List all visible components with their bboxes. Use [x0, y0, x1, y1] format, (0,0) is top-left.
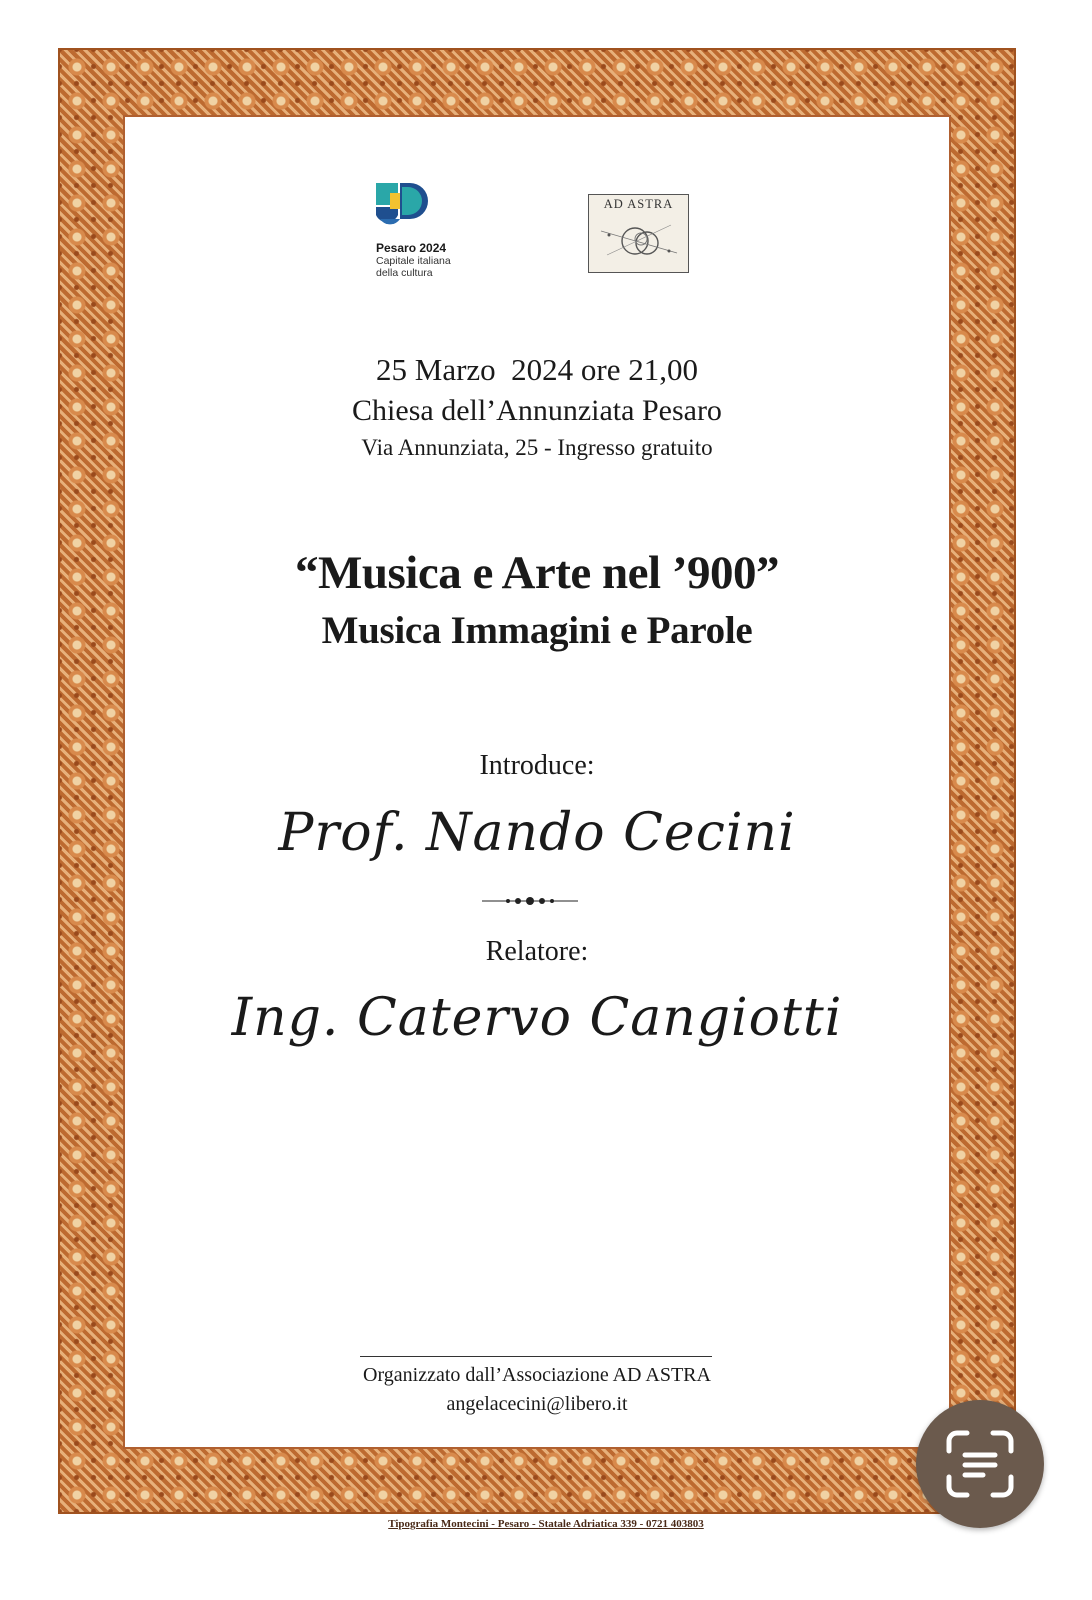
pesaro-2024-logo-icon [376, 183, 432, 237]
ad-astra-logo-icon [597, 213, 681, 269]
speaker-label: Relatore: [485, 936, 589, 967]
pesaro-2024-logo [376, 183, 486, 293]
event-date: 25 Marzo 2024 ore 21,00 [376, 352, 698, 387]
pesaro-logo-title: Pesaro 2024 [376, 241, 447, 255]
speaker-name: Ing. Catervo Cangiotti [231, 988, 843, 1048]
ornament-divider [480, 893, 580, 909]
intro-label: Introduce: [479, 750, 595, 781]
event-subtitle: Musica Immagini e Parole [321, 609, 753, 652]
ad-astra-logo [588, 194, 689, 273]
organizer-email: angelacecini@libero.it [446, 1393, 628, 1415]
ad-astra-logo-text: AD ASTRA [603, 197, 674, 211]
organizer-line: Organizzato dall’Associazione AD ASTRA [363, 1364, 711, 1386]
event-title: “Musica e Arte nel ’900” [294, 547, 779, 599]
printer-credit: Tipografia Montecini - Pesaro - Statale Adriatica 339 - 0721 403803 [388, 1518, 704, 1530]
event-address: Via Annunziata, 25 - Ingresso gratuito [361, 435, 713, 460]
organizer-divider [360, 1356, 712, 1357]
poster-page [123, 115, 951, 1449]
pesaro-logo-subtitle-2: della cultura [376, 267, 433, 279]
intro-speaker-name: Prof. Nando Cecini [278, 803, 796, 863]
event-venue: Chiesa dell’Annunziata Pesaro [352, 394, 722, 427]
pesaro-logo-subtitle-1: Capitale italiana [376, 255, 451, 267]
scan-text-icon [945, 1429, 1015, 1499]
scan-text-button[interactable] [916, 1400, 1044, 1528]
